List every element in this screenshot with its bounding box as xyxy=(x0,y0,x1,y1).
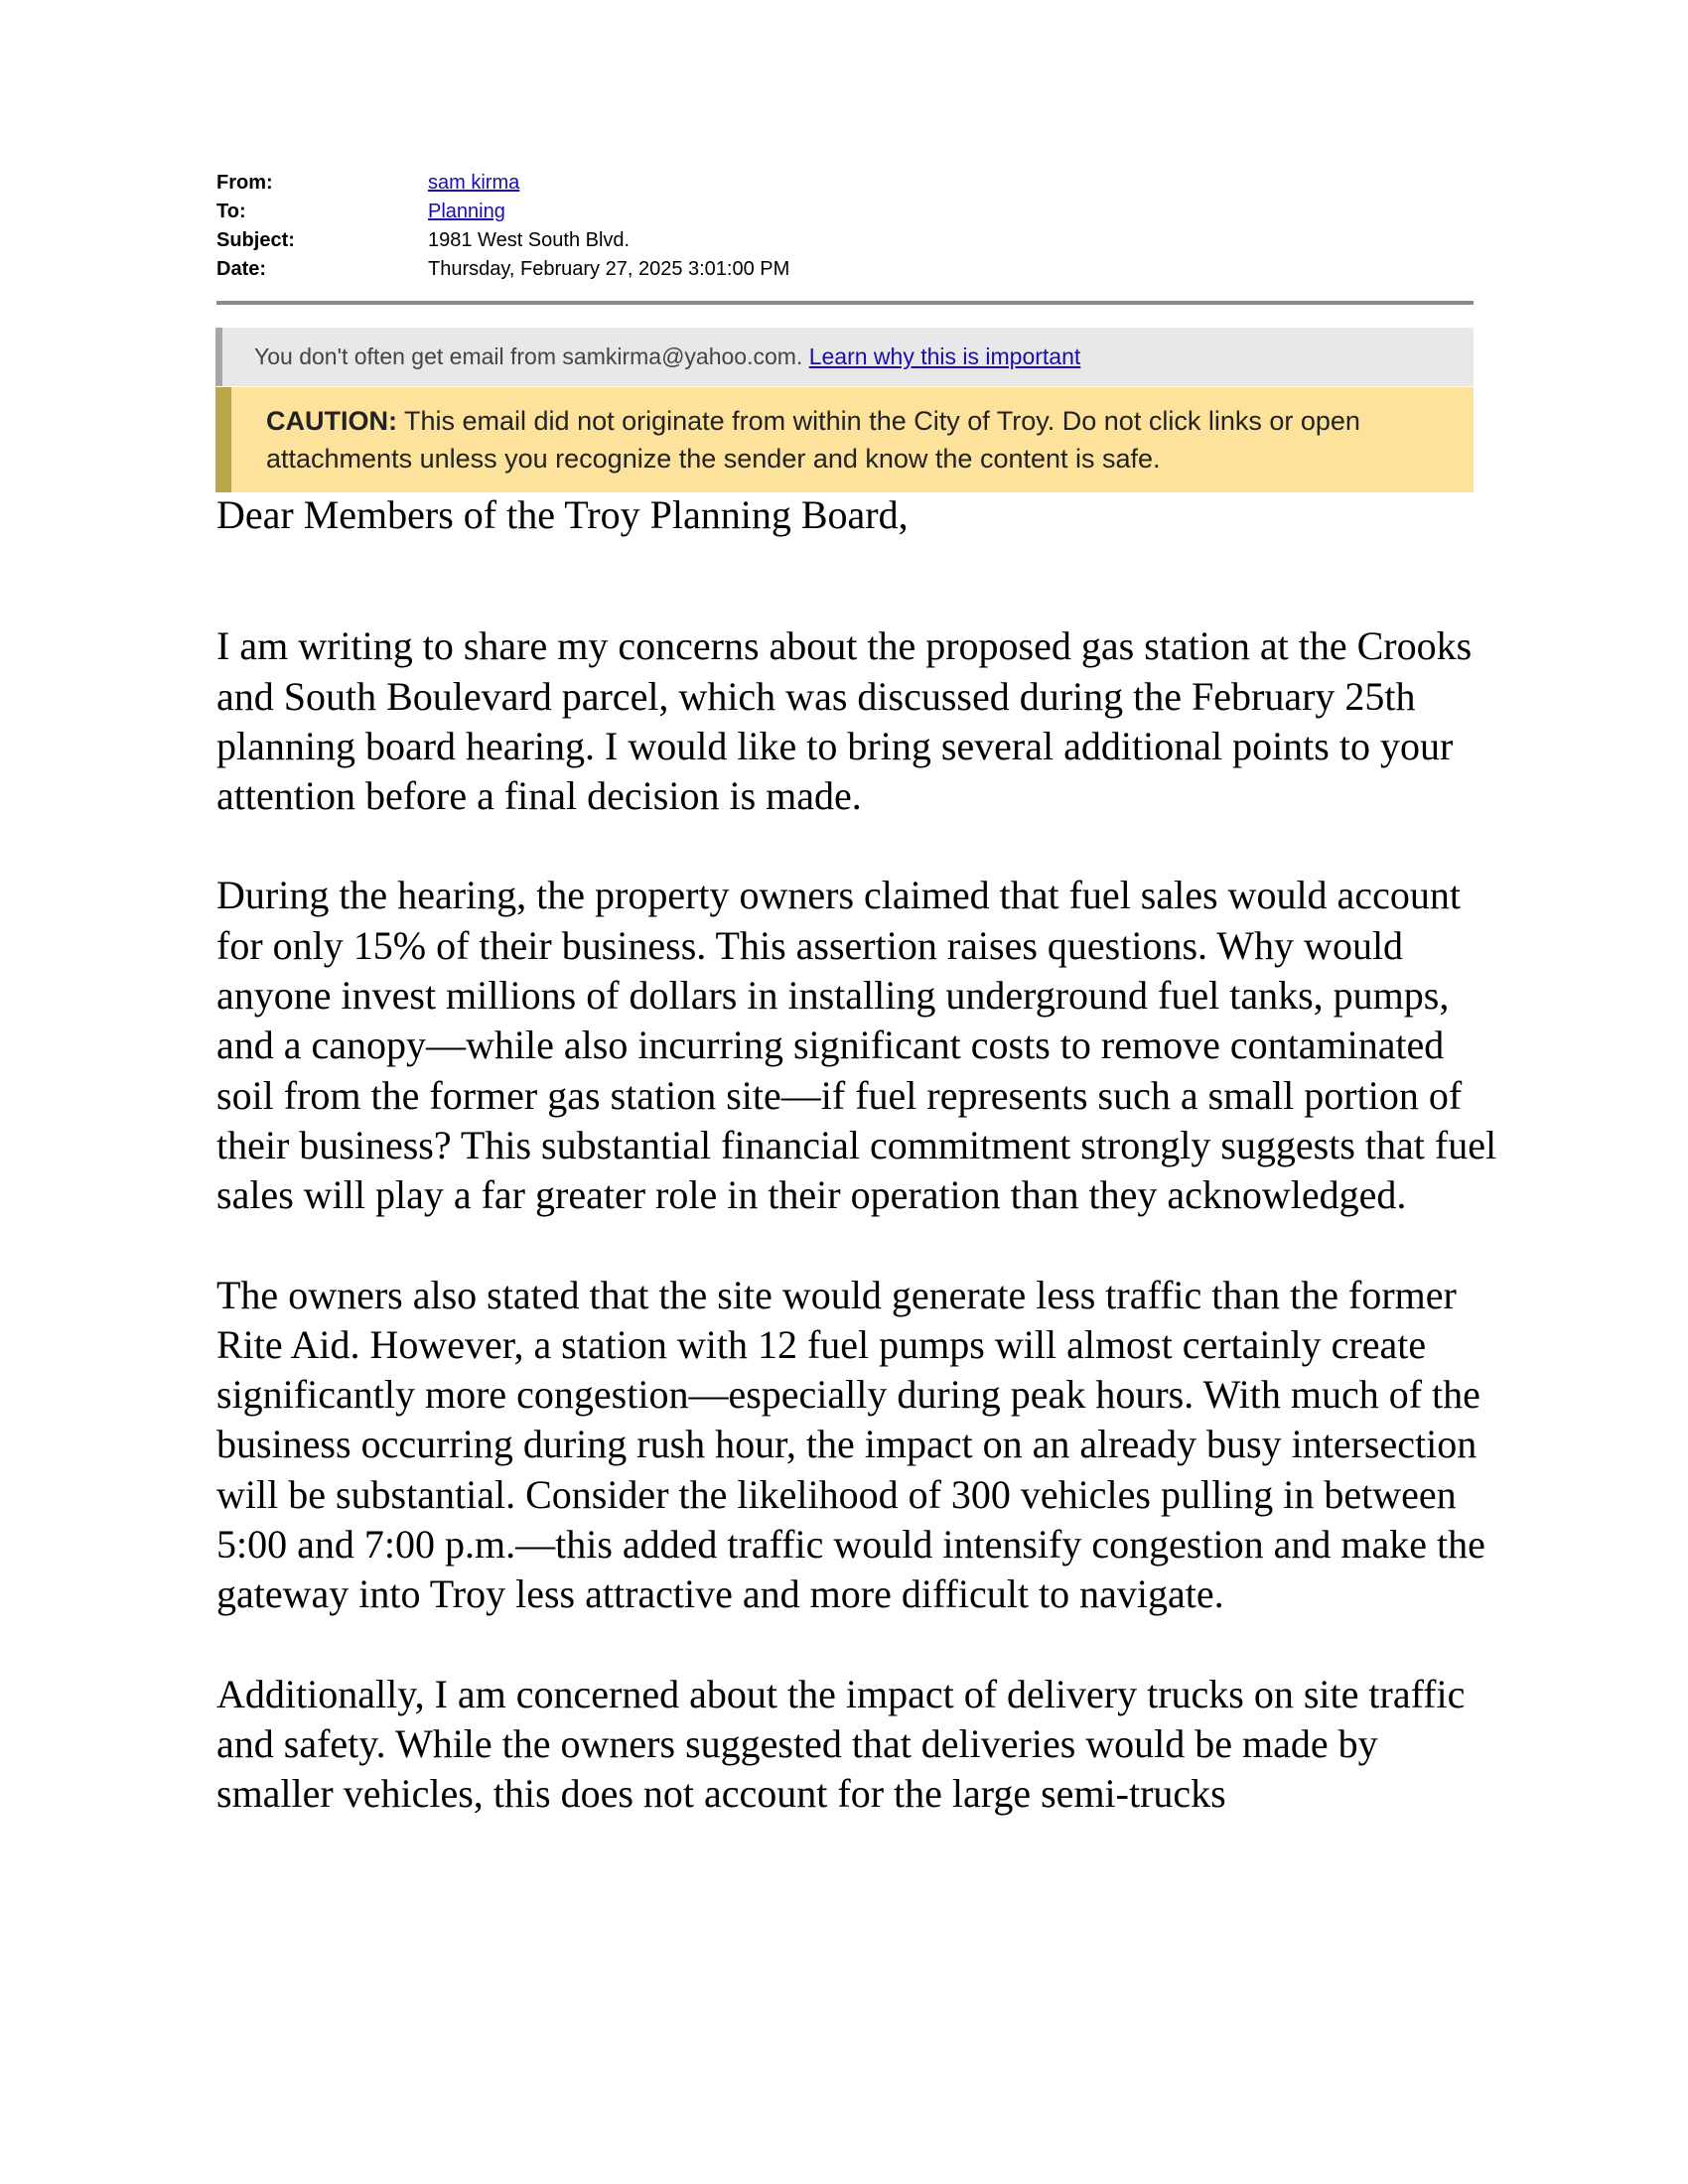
date-row xyxy=(216,255,789,284)
to-label: To: xyxy=(216,201,246,222)
from-sender-link[interactable]: sam kirma xyxy=(428,172,520,194)
learn-why-link[interactable]: Learn why this is important xyxy=(808,343,1081,369)
date-label: Date: xyxy=(216,258,267,280)
caution-banner xyxy=(215,387,1474,492)
body-paragraph-2: During the hearing, the property owners claimed that fuel sales would account for only 15% of their business. This assertion raises questions. Why would anyone invest millions of dollars in installing underground fuel tanks, pumps, and a canopy—while also incurring significant costs to remove contaminated soil from the former gas station site—if fuel represents such a small portion of their business? This substantial financial commitment strongly suggests that fuel sales will play a far greater role in their operation than they acknowledged. xyxy=(216,873,1497,1218)
from-row xyxy=(216,169,789,198)
caution-text: This email did not originate from within the City of Troy. Do not click links or open attachments unless you recognize the sender and know the content is safe. xyxy=(266,406,1360,474)
from-label: From: xyxy=(216,172,273,194)
to-row xyxy=(216,198,789,226)
salutation: Dear Members of the Troy Planning Board, xyxy=(216,492,909,537)
to-recipient-link[interactable]: Planning xyxy=(428,201,505,222)
subject-value: 1981 West South Blvd. xyxy=(428,229,631,251)
subject-row xyxy=(216,226,789,255)
body-paragraph-1: I am writing to share my concerns about the proposed gas station at the Crooks and South Boulevard parcel, which was discussed during the February 25th planning board hearing. I would like to bring several additional points to your attention before a final decision is made. xyxy=(216,623,1473,819)
date-value: Thursday, February 27, 2025 3:01:00 PM xyxy=(428,258,790,280)
email-headers xyxy=(216,169,789,284)
external-sender-notice xyxy=(215,328,1474,386)
email-body xyxy=(216,490,1497,1869)
notice-text: You don't often get email from samkirma@yahoo.com. xyxy=(254,343,803,369)
caution-label: CAUTION: xyxy=(266,406,397,436)
subject-label: Subject: xyxy=(216,229,295,251)
body-paragraph-3: The owners also stated that the site would generate less traffic than the former Rite Aid. However, a station with 12 fuel pumps will almost certainly create significantly more congestion—especially during peak hours. With much of the business occurring during rush hour, the impact on an already busy intersection will be substantial. Consider the likelihood of 300 vehicles pulling in between 5:00 and 7:00 p.m.—this added traffic would intensify congestion and make the gateway into Troy less attractive and more difficult to navigate. xyxy=(216,1272,1485,1617)
header-divider xyxy=(216,301,1474,305)
body-paragraph-4: Additionally, I am concerned about the impact of delivery trucks on site traffic and safety. While the owners suggested that deliveries would be made by smaller vehicles, this does not account for the large semi-trucks xyxy=(216,1671,1466,1817)
